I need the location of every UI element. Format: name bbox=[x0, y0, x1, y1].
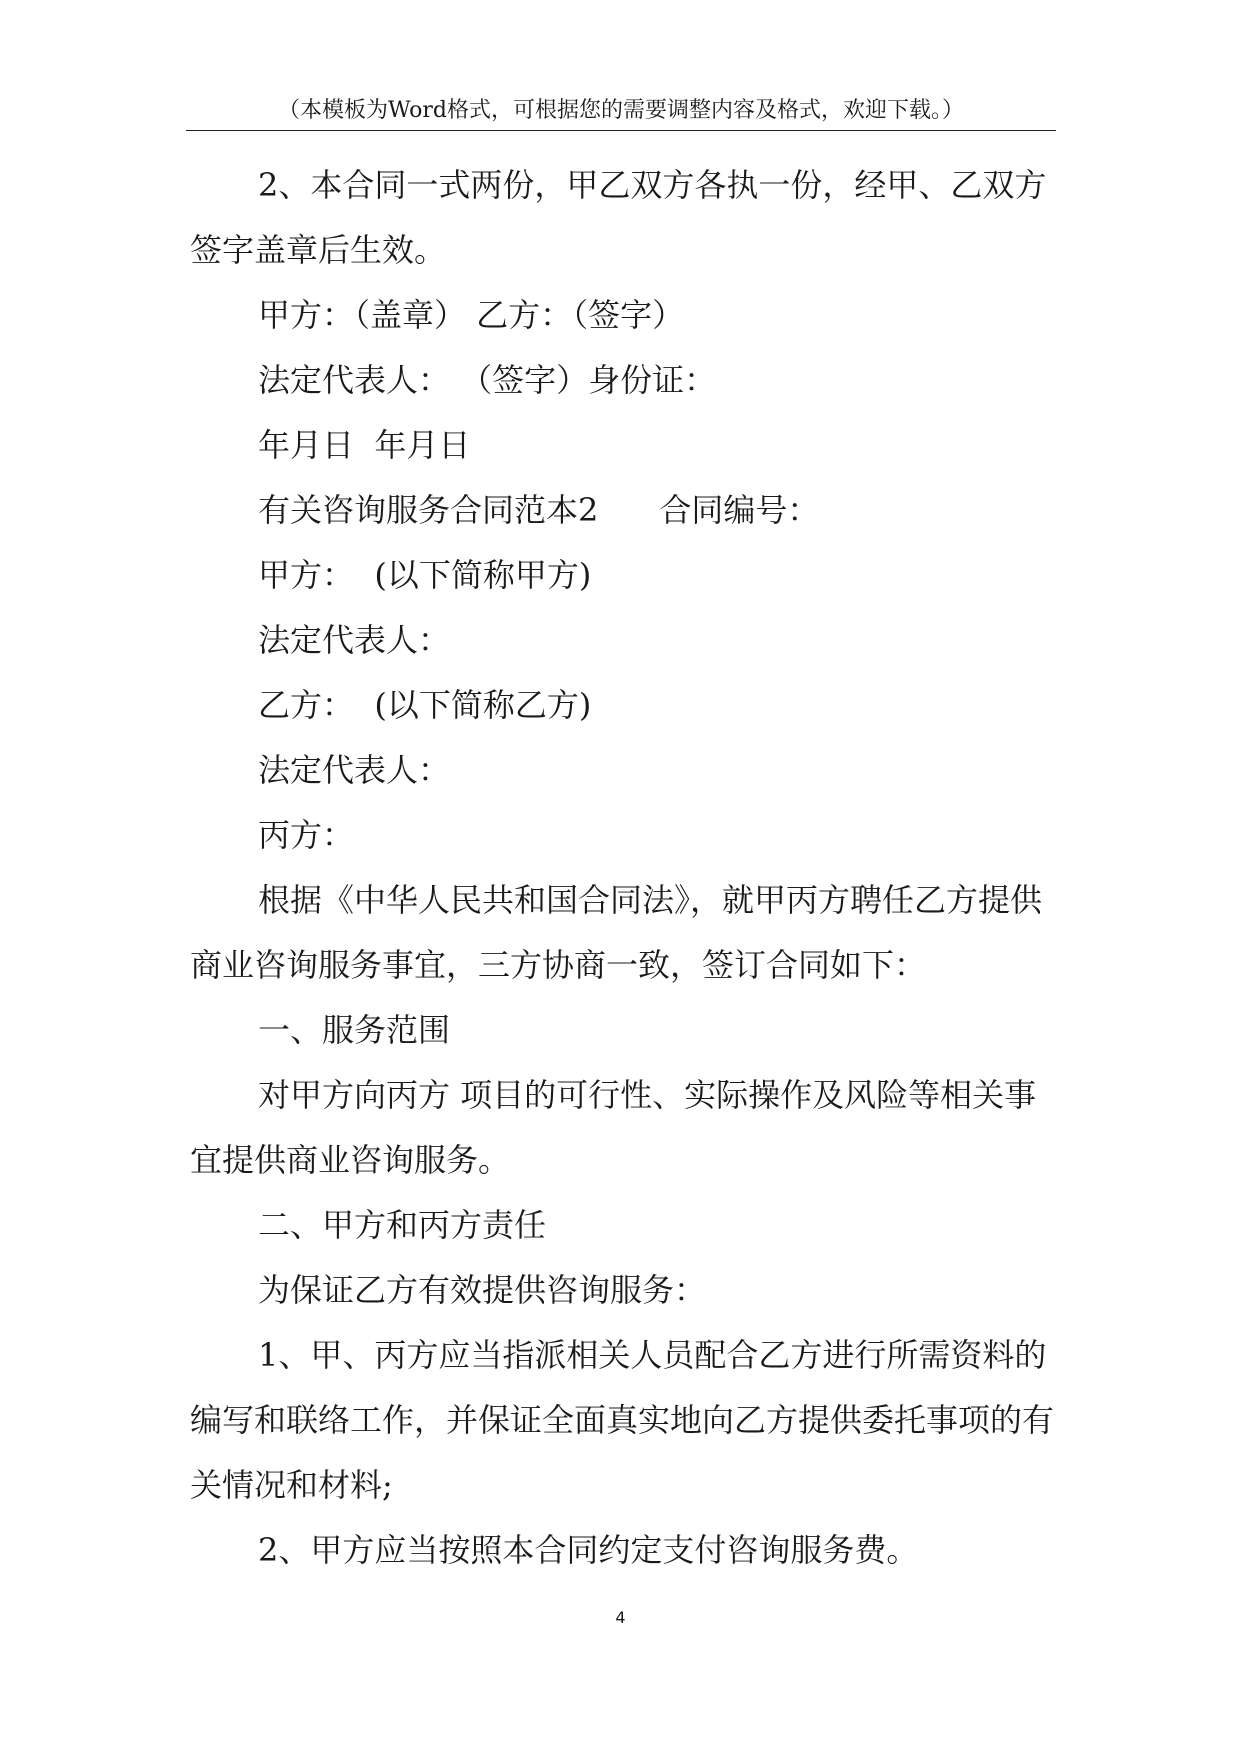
paragraph-party-signatures: 甲方：（盖章） 乙方：（签字） bbox=[258, 296, 685, 334]
paragraph-responsibility-1: 1、甲、丙方应当指派相关人员配合乙方进行所需资料的编写和联络工作，并保证全面真实地向乙方提供委托事项的有关情况和材料; bbox=[190, 1336, 1055, 1504]
section-heading-responsibilities: 二、甲方和丙方责任 bbox=[258, 1206, 547, 1244]
paragraph-scope: 对甲方向丙方 项目的可行性、实际操作及风险等相关事宜提供商业咨询服务。 bbox=[190, 1076, 1037, 1179]
paragraph-party-a: 甲方： (以下简称甲方) bbox=[258, 556, 592, 594]
section-heading-scope: 一、服务范围 bbox=[258, 1011, 451, 1049]
paragraph-party-b-rep: 法定代表人： bbox=[258, 751, 451, 789]
header-divider bbox=[186, 130, 1056, 131]
paragraph-responsibilities-intro: 为保证乙方有效提供咨询服务： bbox=[258, 1271, 707, 1309]
paragraph-preamble: 根据《中华人民共和国合同法》，就甲丙方聘任乙方提供商业咨询服务事宜，三方协商一致，签订合同如下： bbox=[190, 881, 1043, 984]
paragraph-clause-effective: 2、本合同一式两份，甲乙双方各执一份，经甲、乙双方签字盖章后生效。 bbox=[190, 166, 1047, 269]
paragraph-party-b: 乙方： (以下简称乙方) bbox=[258, 686, 592, 724]
template-notice: （本模板为Word格式，可根据您的需要调整内容及格式，欢迎下载。） bbox=[278, 98, 964, 123]
paragraph-party-c: 丙方： bbox=[258, 816, 355, 854]
paragraph-contract-title: 有关咨询服务合同范本2 合同编号： bbox=[258, 491, 820, 529]
paragraph-legal-rep-signature: 法定代表人： （签字）身份证： bbox=[258, 361, 717, 399]
document-body bbox=[190, 153, 1060, 1583]
paragraph-dates: 年月日 年月日 bbox=[258, 426, 471, 464]
paragraph-party-a-rep: 法定代表人： bbox=[258, 621, 451, 659]
paragraph-responsibility-2: 2、甲方应当按照本合同约定支付咨询服务费。 bbox=[258, 1531, 919, 1569]
page-number: 4 bbox=[615, 1608, 626, 1627]
